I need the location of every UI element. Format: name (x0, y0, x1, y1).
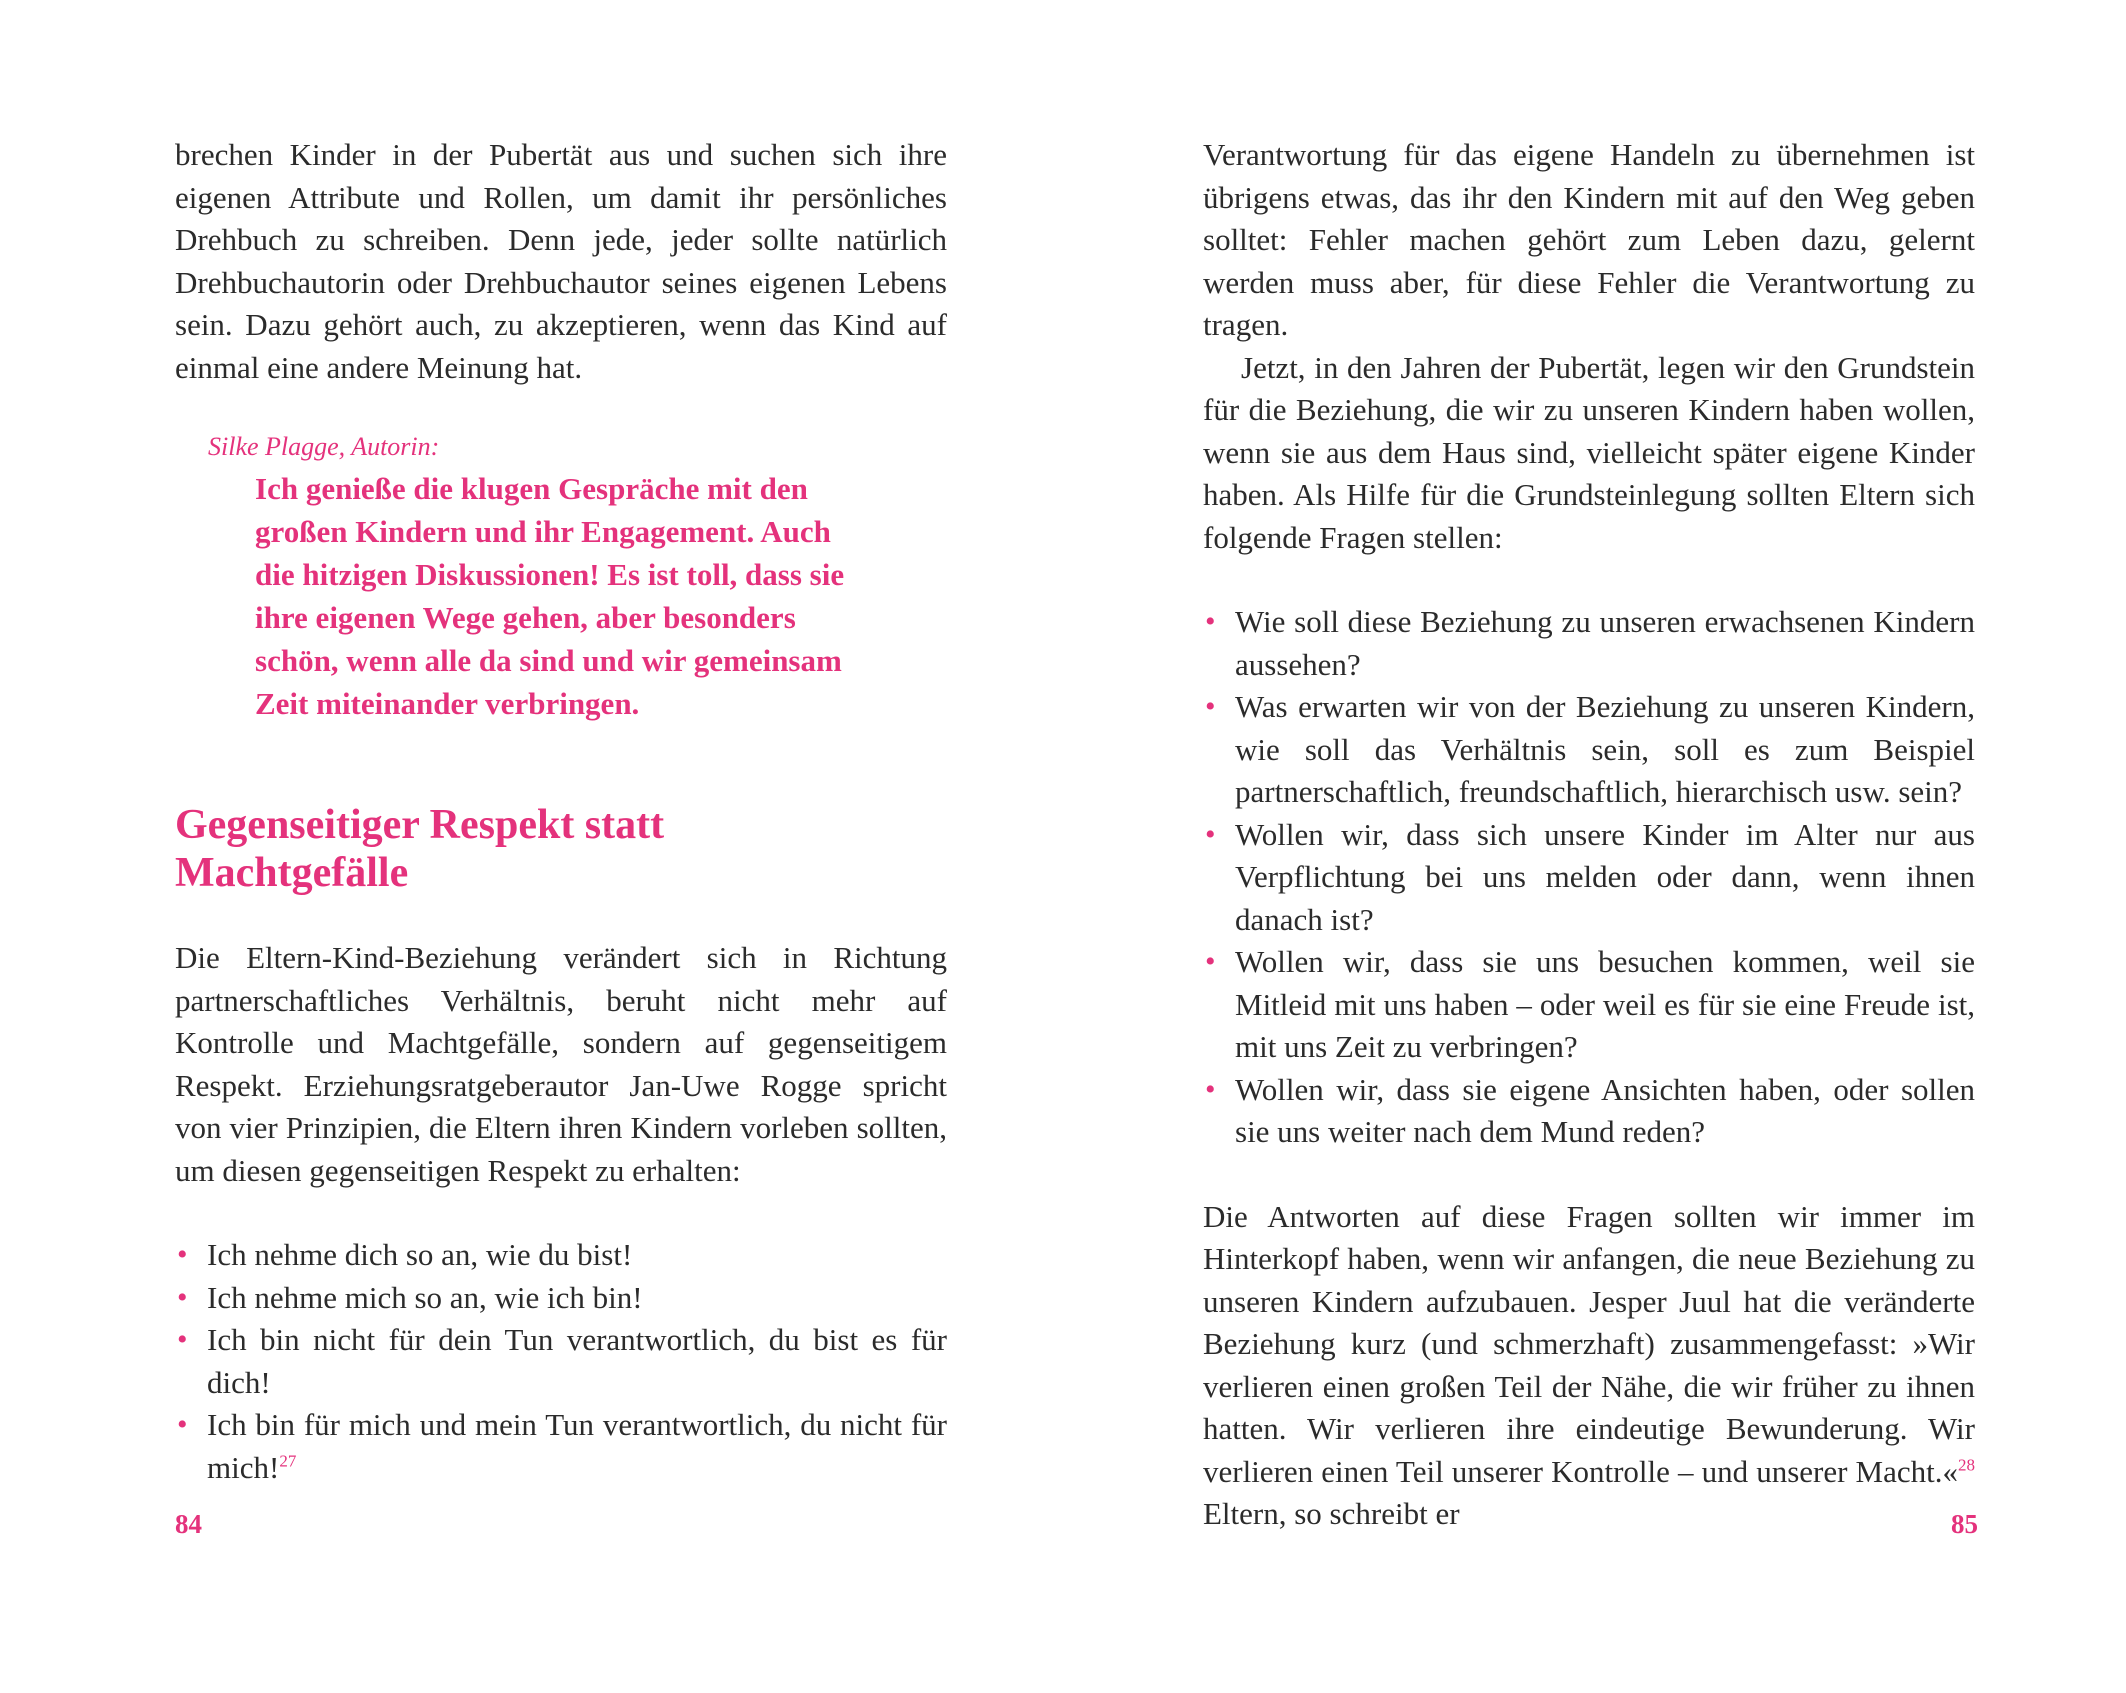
list-item (175, 1319, 947, 1404)
page-number: 84 (175, 1509, 202, 1539)
list-item-text: Ich bin nicht für dein Tun verantwortlich, du bist es für dich! (207, 1322, 947, 1400)
list-item-text: Wollen wir, dass sie uns besuchen kommen, weil sie Mitleid mit uns haben – oder weil es für sie eine Freude ist, mit uns Zeit zu verbringen? (1235, 944, 1975, 1064)
closing-text-part-1: Die Antworten auf diese Fragen sollten wir immer im Hinterkopf haben, wenn wir anfangen, die neue Beziehung zu unseren Kindern aufzubauen. Jesper Juul hat die veränderte Beziehung kurz (und schmerzhaft) zusammengefasst: »Wir verlieren einen großen Teil der Nähe, die wir früher zu ihnen hatten. Wir verlieren ihre eindeutige Bewunderung. Wir verlieren einen Teil unserer Kontrolle – und unserer Macht.« (1203, 1198, 1975, 1489)
bullet-icon: • (1205, 690, 1216, 723)
list-item (1203, 814, 1975, 942)
bullet-icon: • (177, 1280, 188, 1314)
right-page (1063, 0, 2126, 1693)
list-item (1203, 1069, 1975, 1154)
bullet-icon: • (1205, 945, 1216, 978)
principles-list (175, 1234, 947, 1489)
list-item (1203, 686, 1975, 814)
quote-author: Silke Plagge, Autorin: (208, 432, 440, 461)
closing-paragraph (1203, 1196, 1975, 1536)
list-item (175, 1277, 947, 1320)
closing-text-part-2: Eltern, so schreibt er (1203, 1496, 1460, 1531)
footnote-marker[interactable]: 27 (279, 1451, 297, 1471)
list-item-text: Wollen wir, dass sich unsere Kinder im Alter nur aus Verpflichtung bei uns melden oder dann, wenn ihnen danach ist? (1235, 816, 1975, 937)
questions-list (1203, 601, 1975, 1154)
list-item-text: Ich nehme dich so an, wie du bist! (207, 1237, 633, 1272)
section-heading: Gegenseitiger Respekt statt Machtgefälle (175, 802, 665, 896)
list-item-text: Wie soll diese Beziehung zu unseren erwachsenen Kindern aussehen? (1235, 604, 1975, 682)
right-text-column (1203, 134, 1975, 1536)
left-text-column (175, 134, 947, 1489)
bullet-icon: • (1205, 1072, 1216, 1106)
body-paragraph: Die Eltern-Kind-Beziehung verändert sich in Richtung partnerschaftliches Verhältnis, beruht nicht mehr auf Kontrolle und Machtgefälle, sondern auf gegenseitigem Respekt. Erziehungsratgeberautor Jan-Uwe Rogge spricht von vier Prinzipien, die Eltern ihren Kindern vorleben sollten, um diesen gegenseitigen Respekt zu erhalten: (175, 940, 947, 1188)
quote-text: Ich genieße die klugen Gespräche mit den großen Kindern und ihr Engagement. Auch die hitzigen Diskussionen! Es ist toll, dass sie ihre eigenen Wege gehen, aber besonders schön, wenn alle da sind und wir gemeinsam Zeit miteinander verbringen. (255, 471, 845, 721)
list-item (1203, 601, 1975, 686)
list-item-text: Ich nehme mich so an, wie ich bin! (207, 1279, 643, 1315)
bullet-icon: • (177, 1408, 188, 1441)
paragraph-2: Jetzt, in den Jahren der Pubertät, legen wir den Grundstein für die Beziehung, die wir zu unseren Kindern haben wollen, wenn sie aus dem Haus sind, vielleicht später eigene Kinder haben. Als Hilfe für die Grundsteinlegung sollten Eltern sich folgende Fragen stellen: (1203, 349, 1975, 555)
list-item-text: Ich bin für mich und mein Tun verantwortlich, du nicht für mich! (207, 1407, 947, 1485)
list-item-text: Was erwarten wir von der Beziehung zu unseren Kindern, wie soll das Verhältnis sein, soll es zum Beispiel partnerschaftlich, freundschaftlich, hierarchisch usw. sein? (1235, 689, 1975, 809)
list-item (1203, 941, 1975, 1069)
list-item-text: Wollen wir, dass sie eigene Ansichten haben, oder sollen sie uns weiter nach dem Mund reden? (1235, 1071, 1975, 1149)
bullet-icon: • (1205, 605, 1216, 638)
paragraph-1: Verantwortung für das eigene Handeln zu übernehmen ist übrigens etwas, das ihr den Kindern mit auf den Weg geben solltet: Fehler machen gehört zum Leben dazu, gelernt werden muss aber, für diese Fehler die Verantwortung zu tragen. (1203, 137, 1975, 342)
page-number: 85 (1951, 1509, 1978, 1539)
list-item (175, 1234, 947, 1277)
list-item (175, 1404, 947, 1489)
bullet-icon: • (177, 1323, 188, 1356)
bullet-icon: • (177, 1238, 188, 1271)
bullet-icon: • (1205, 817, 1216, 851)
intro-paragraph: brechen Kinder in der Pubertät aus und suchen sich ihre eigenen Attribute und Rollen, um damit ihr persönliches Drehbuch zu schreiben. Denn jede, jeder sollte natürlich Drehbuchautorin oder Drehbuchautor seines eigenen Lebens sein. Dazu gehört auch, zu akzeptieren, wenn das Kind auf einmal eine andere Meinung hat. (175, 137, 947, 385)
footnote-marker[interactable]: 28 (1958, 1455, 1975, 1475)
